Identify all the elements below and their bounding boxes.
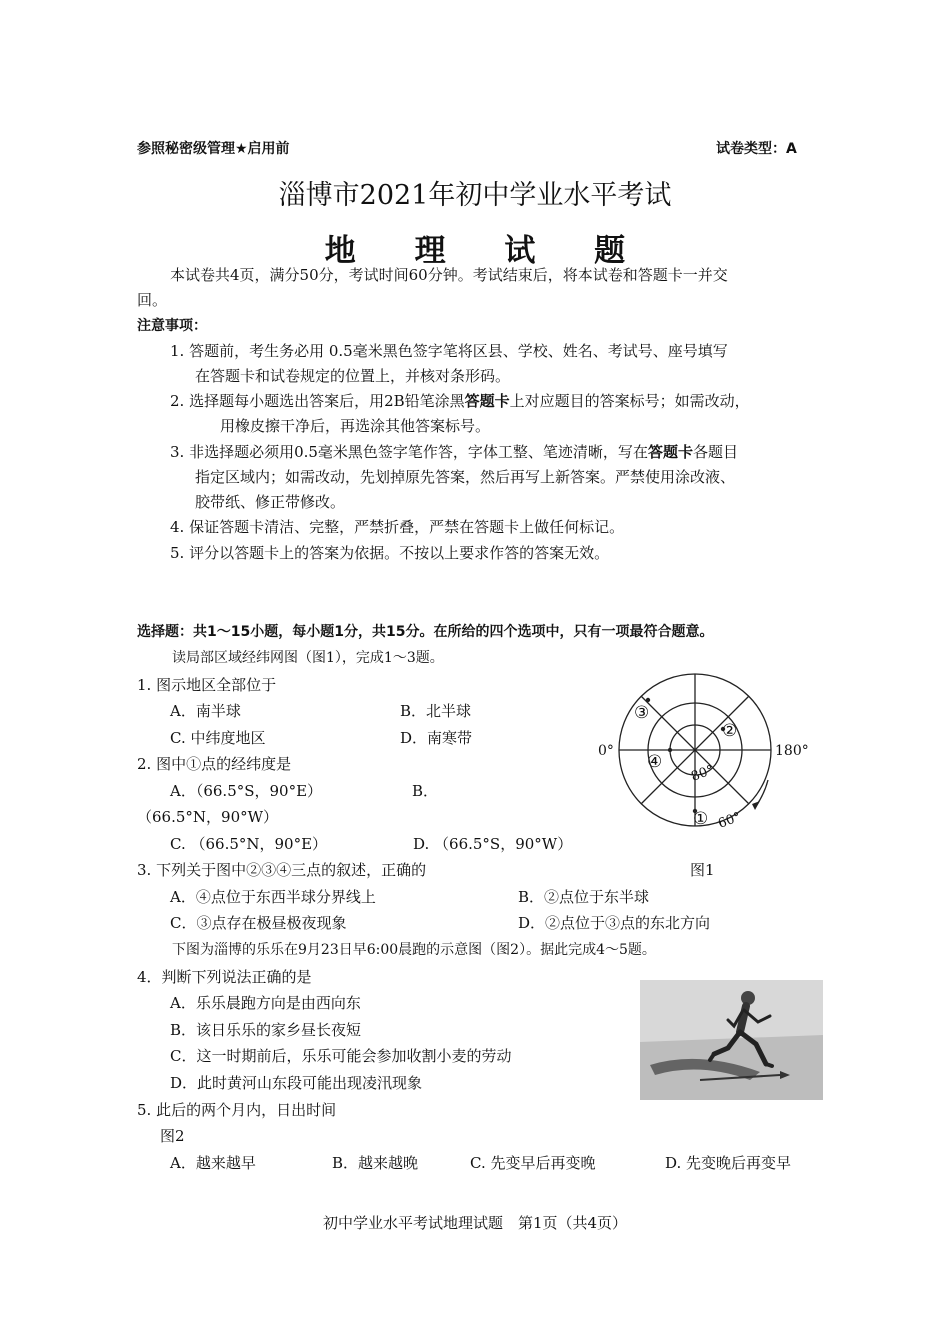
figure-2-caption: 图2 [160, 1127, 185, 1145]
notes-heading: 注意事项： [137, 318, 207, 334]
q5-option-a: A．越来越早 [170, 1154, 256, 1172]
label-60-degree: 60° [716, 809, 744, 832]
note-3-line-2: 指定区域内；如需改动，先划掉原先答案，然后再写上新答案。严禁使用涂改液、 [195, 468, 736, 486]
note-3-line-3: 胶带纸、修正带修改。 [195, 493, 346, 511]
page-footer: 初中学业水平考试地理试题 第1页（共4页） [322, 1214, 628, 1232]
q2-option-d: D. （66.5°S，90°W） [413, 835, 573, 853]
q3-option-a: A．④点位于东西半球分界线上 [170, 888, 376, 906]
label-80-degree: 80° [689, 762, 717, 785]
point-2-label: ② [722, 721, 738, 741]
q1-option-b: B．北半球 [400, 702, 472, 720]
q3-option-d: D．②点位于③点的东北方向 [518, 914, 711, 932]
q1-stem: 1. 图示地区全部位于 [137, 676, 277, 694]
q5-option-d: D. 先变晚后再变早 [665, 1154, 792, 1172]
intro-line-2: 回。 [137, 291, 168, 309]
q2-option-a: A．（66.5°S，90°E） [170, 782, 323, 800]
label-0-degree: 0° [598, 743, 614, 759]
note-2-line-1: 2. 选择题每小题选出答案后，用2B铅笔涂黑答题卡上对应题目的答案标号；如需改动， [170, 392, 750, 410]
label-180-degree: 180° [775, 743, 809, 759]
q1-option-d: D．南寒带 [400, 729, 473, 747]
point-3-dot [646, 698, 650, 702]
q2-option-b: B． [412, 782, 439, 800]
read-figure-2: 下图为淄博的乐乐在9月23日早6:00晨跑的示意图（图2）。据此完成4～5题。 [172, 942, 656, 958]
read-figure-1: 读局部区域经纬网图（图1），完成1～3题。 [172, 650, 444, 666]
q4-option-a: A．乐乐晨跑方向是由西向东 [170, 994, 361, 1012]
note-2-line-2: 用橡皮擦干净后，再选涂其他答案标号。 [220, 417, 491, 435]
q1-option-c: C. 中纬度地区 [170, 729, 266, 747]
intro-line-1: 本试卷共4页，满分50分，考试时间60分钟。考试结束后，将本试卷和答题卡一并交 [170, 266, 728, 284]
q5-option-b: B．越来越晚 [332, 1154, 419, 1172]
point-1-label: ① [693, 809, 709, 829]
point-4-dot [668, 748, 672, 752]
point-4-label: ④ [647, 752, 663, 772]
note-3-line-1: 3. 非选择题必须用0.5毫米黑色签字笔作答，字体工整、笔迹清晰，写在答题卡各题目 [170, 443, 738, 461]
note-1-line-1: 1. 答题前，考生务必用 0.5毫米黑色签字笔将区县、学校、姓名、考试号、座号填写 [170, 342, 728, 360]
note-5: 5. 评分以答题卡上的答案为依据。不按以上要求作答的答案无效。 [170, 544, 610, 562]
subject-title: 地 理 试 题 [324, 233, 650, 269]
exam-title: 淄博市2021年初中学业水平考试 [278, 180, 672, 211]
q4-option-b: B．该日乐乐的家乡昼长夜短 [170, 1021, 362, 1039]
rotation-arrowhead [752, 801, 760, 810]
note-1-line-2: 在答题卡和试卷规定的位置上，并核对条形码。 [195, 367, 511, 385]
secrecy-label: 参照秘密级管理★启用前 [137, 141, 290, 157]
figure-1-graticule [592, 668, 812, 840]
point-3-label: ③ [634, 703, 650, 723]
q3-option-c: C．③点存在极昼极夜现象 [170, 914, 347, 932]
figure-2-runner-illustration [640, 980, 823, 1100]
q2-option-b-value: （66.5°N，90°W） [137, 808, 279, 826]
paper-type-label: 试卷类型：A [716, 141, 797, 157]
q3-stem: 3. 下列关于图中②③④三点的叙述，正确的 [137, 861, 427, 879]
q2-option-c: C. （66.5°N，90°E） [170, 835, 328, 853]
q3-option-b: B．②点位于东半球 [518, 888, 650, 906]
q2-stem: 2. 图中①点的经纬度是 [137, 755, 292, 773]
q5-option-c: C. 先变早后再变晚 [470, 1154, 596, 1172]
figure-1-caption: 图1 [690, 861, 715, 879]
q5-stem: 5. 此后的两个月内，日出时间 [137, 1101, 337, 1119]
q4-option-c: C．这一时期前后，乐乐可能会参加收割小麦的劳动 [170, 1047, 512, 1065]
section-heading: 选择题：共1～15小题，每小题1分，共15分。在所给的四个选项中，只有一项最符合题意。 [137, 624, 714, 640]
q4-stem: 4．判断下列说法正确的是 [137, 968, 312, 986]
note-4: 4. 保证答题卡清洁、完整，严禁折叠，严禁在答题卡上做任何标记。 [170, 518, 625, 536]
runner-front-shoe [766, 1064, 772, 1066]
q1-option-a: A．南半球 [170, 702, 241, 720]
q4-option-d: D．此时黄河山东段可能出现凌汛现象 [170, 1074, 423, 1092]
